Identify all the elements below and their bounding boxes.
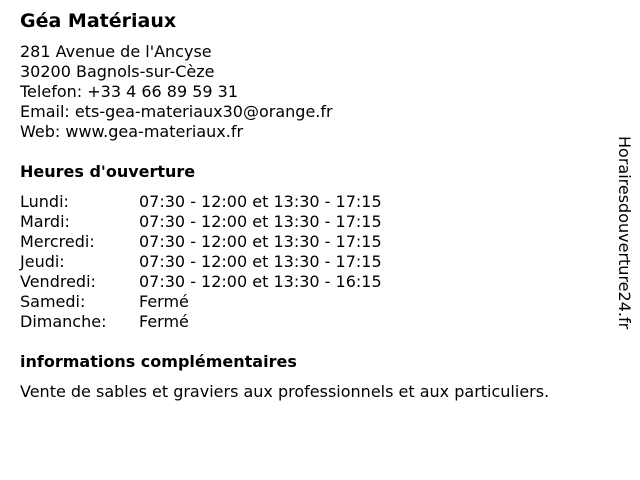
email-line: Email: ets-gea-materiaux30@orange.fr [20,102,333,121]
hours-row-thursday [20,252,610,272]
hours-row-sunday [20,312,610,332]
hours-row-saturday [20,292,610,312]
time-value: 07:30 - 12:00 et 13:30 - 16:15 [139,272,382,291]
day-label: Mardi: [20,212,70,231]
info-text: Vente de sables et graviers aux professionnels et aux particuliers. [20,382,550,401]
hours-row-monday [20,192,610,212]
phone-line: Telefon: +33 4 66 89 59 31 [20,82,239,101]
business-card [20,8,610,402]
hours-title: Heures d'ouverture [20,162,196,181]
time-value: 07:30 - 12:00 et 13:30 - 17:15 [139,232,382,251]
hours-table [20,192,610,332]
time-value: 07:30 - 12:00 et 13:30 - 17:15 [139,192,382,211]
day-label: Mercredi: [20,232,95,251]
day-label: Lundi: [20,192,69,211]
info-title: informations complémentaires [20,352,297,371]
site-watermark: Horairesdouverture24.fr [615,136,634,330]
day-label: Jeudi: [20,252,65,271]
time-value: Fermé [139,312,189,331]
web-line: Web: www.gea-materiaux.fr [20,122,244,141]
hours-row-friday [20,272,610,292]
address-line-1: 281 Avenue de l'Ancyse [20,42,212,61]
time-value: Fermé [139,292,189,311]
day-label: Vendredi: [20,272,96,291]
time-value: 07:30 - 12:00 et 13:30 - 17:15 [139,212,382,231]
day-label: Samedi: [20,292,86,311]
day-label: Dimanche: [20,312,107,331]
hours-row-wednesday [20,232,610,252]
time-value: 07:30 - 12:00 et 13:30 - 17:15 [139,252,382,271]
hours-row-tuesday [20,212,610,232]
address-line-2: 30200 Bagnols-sur-Cèze [20,62,215,81]
business-name: Géa Matériaux [20,10,177,32]
